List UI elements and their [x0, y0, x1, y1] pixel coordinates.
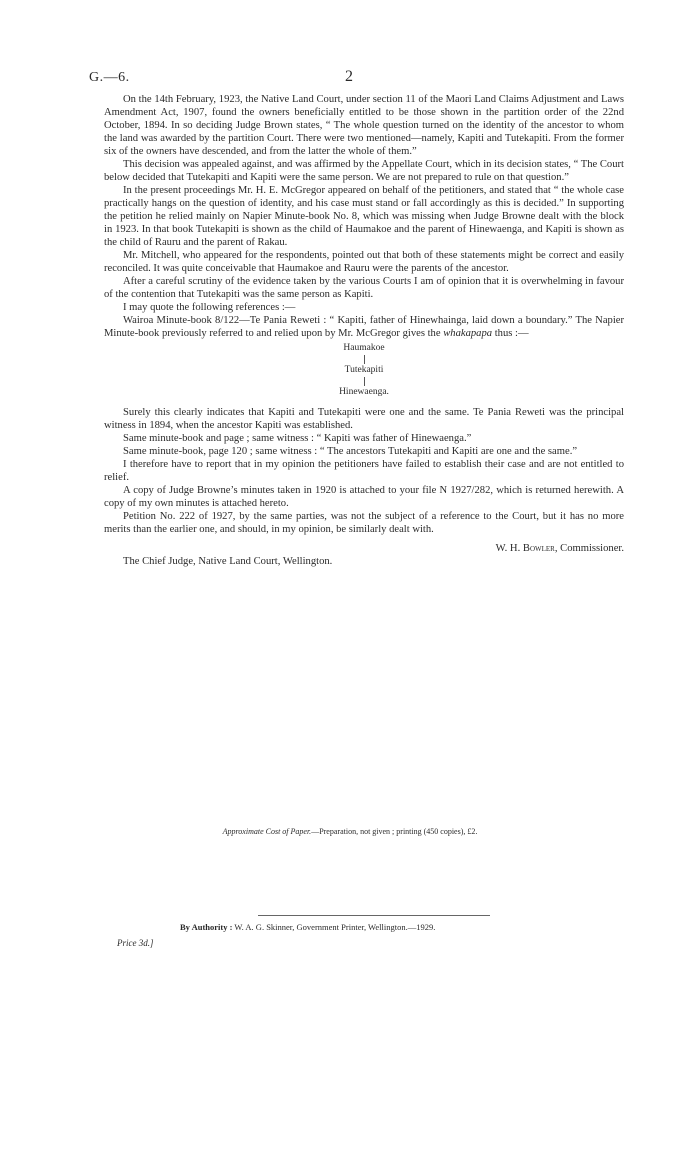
ancestor-tutekapiti: Tutekapiti — [344, 365, 384, 375]
paragraph: Same minute-book and page ; same witness : “ Kapiti was father of Hinewaenga.” — [123, 433, 472, 444]
paragraph: On the 14th February, 1923, the Native Land Court, under section 11 of the Maori Land Claims Adjustment and Laws Amendment Act, 1907, found the owners beneficially entitled to be those shown in the partition order of the 22nd October, 1894. In so deciding Judge Brown states, “ The whole question turned on the identity of the ancestor to whom the land was awarded by the partition Court. There were two mentioned—namely, Kapiti and Tutekapiti. From the former six of the owners have descended, and from the latter the whole of them.” — [104, 94, 624, 157]
document-code: G.—6. — [89, 70, 130, 85]
whakapapa-diagram — [104, 343, 624, 398]
paragraph: In the present proceedings Mr. H. E. McGregor appeared on behalf of the petitioners, and stated that “ the whole case practically hangs on the question of identity, and his case must stand or fall accordingly as this is decided.” In supporting the petition he relied mainly on Napier Minute-book No. 8, which was missing when Judge Browne dealt with the block in 1923. In that book Tutekapiti is shown as the child of Haumakoe and the parent of Hinewaenga, and Kapiti is shown as the child of Rauru and the parent of Rakau. — [104, 185, 624, 248]
paragraph: I may quote the following references :— — [123, 302, 296, 313]
lineage-connector — [364, 377, 365, 386]
lineage-connector — [364, 355, 365, 364]
descendant-hinewaenga: Hinewaenga. — [339, 387, 389, 397]
signature-initials: W. H. — [495, 543, 521, 554]
wairoa-reference — [104, 314, 624, 340]
signature-title: , Commissioner. — [554, 543, 624, 554]
paragraph: Surely this clearly indicates that Kapiti and Tutekapiti were one and the same. Te Pania Reweti was the principal witness in 1894, when the ancestor Kapiti was established. — [104, 407, 624, 431]
report-body — [104, 93, 624, 568]
paragraph: A copy of Judge Browne’s minutes taken in 1920 is attached to your file N 1927/282, which is returned herewith. A copy of my own minutes is attached hereto. — [104, 485, 624, 509]
printer-imprint — [180, 922, 580, 932]
price-note: Price 3d.] — [117, 938, 154, 948]
paragraph: Same minute-book, page 120 ; same witness : “ The ancestors Tutekapiti and Kapiti are one and the same.” — [123, 446, 578, 457]
cost-text: —Preparation, not given ; printing (450 copies), £2. — [311, 827, 478, 836]
reference-suffix: thus :— — [492, 328, 529, 339]
paragraph: Mr. Mitchell, who appeared for the respondents, pointed out that both of these statements might be correct and easily reconciled. It was quite conceivable that Haumakoe and Rauru were the parents of the ancestor. — [104, 250, 624, 274]
authority-text: W. A. G. Skinner, Government Printer, Wellington.—1929. — [232, 922, 436, 932]
cost-label: Approximate Cost of Paper. — [222, 827, 312, 836]
paragraph: Petition No. 222 of 1927, by the same parties, was not the subject of a reference to the Court, but it has no more merits than the earlier one, and should, in my opinion, be similarly dealt with. — [104, 511, 624, 535]
reference-source: Wairoa Minute-book 8/122—Te Pania Reweti : — [123, 315, 327, 326]
whakapapa-term: whakapapa — [443, 328, 493, 339]
page-number: 2 — [345, 68, 353, 85]
paragraph: This decision was appealed against, and was affirmed by the Appellate Court, which in its decision states, “ The Court below decided that Tutekapiti and Kapiti were the same person. We are not prepared to rule on that question.” — [104, 159, 624, 183]
footer-rule — [258, 915, 490, 916]
paragraph: After a careful scrutiny of the evidence taken by the various Courts I am of opinion that it is overwhelming in favour of the contention that Tutekapiti was the same person as Kapiti. — [104, 276, 624, 300]
cost-note — [0, 827, 700, 836]
reference-quote: “ Kapiti, father of Hinewhainga, laid down a boundary.” The Napier Minute-book previously referred to and relied upon by Mr. McGregor gives the — [104, 315, 624, 339]
signature — [104, 542, 624, 555]
authority-label: By Authority : — [180, 922, 233, 932]
signature-name: Bowler — [522, 543, 555, 554]
paragraph: I therefore have to report that in my opinion the petitioners have failed to establish their case and are not entitled to relief. — [104, 459, 624, 483]
addressee: The Chief Judge, Native Land Court, Wellington. — [123, 556, 333, 567]
ancestor-haumakoe: Haumakoe — [343, 343, 385, 353]
